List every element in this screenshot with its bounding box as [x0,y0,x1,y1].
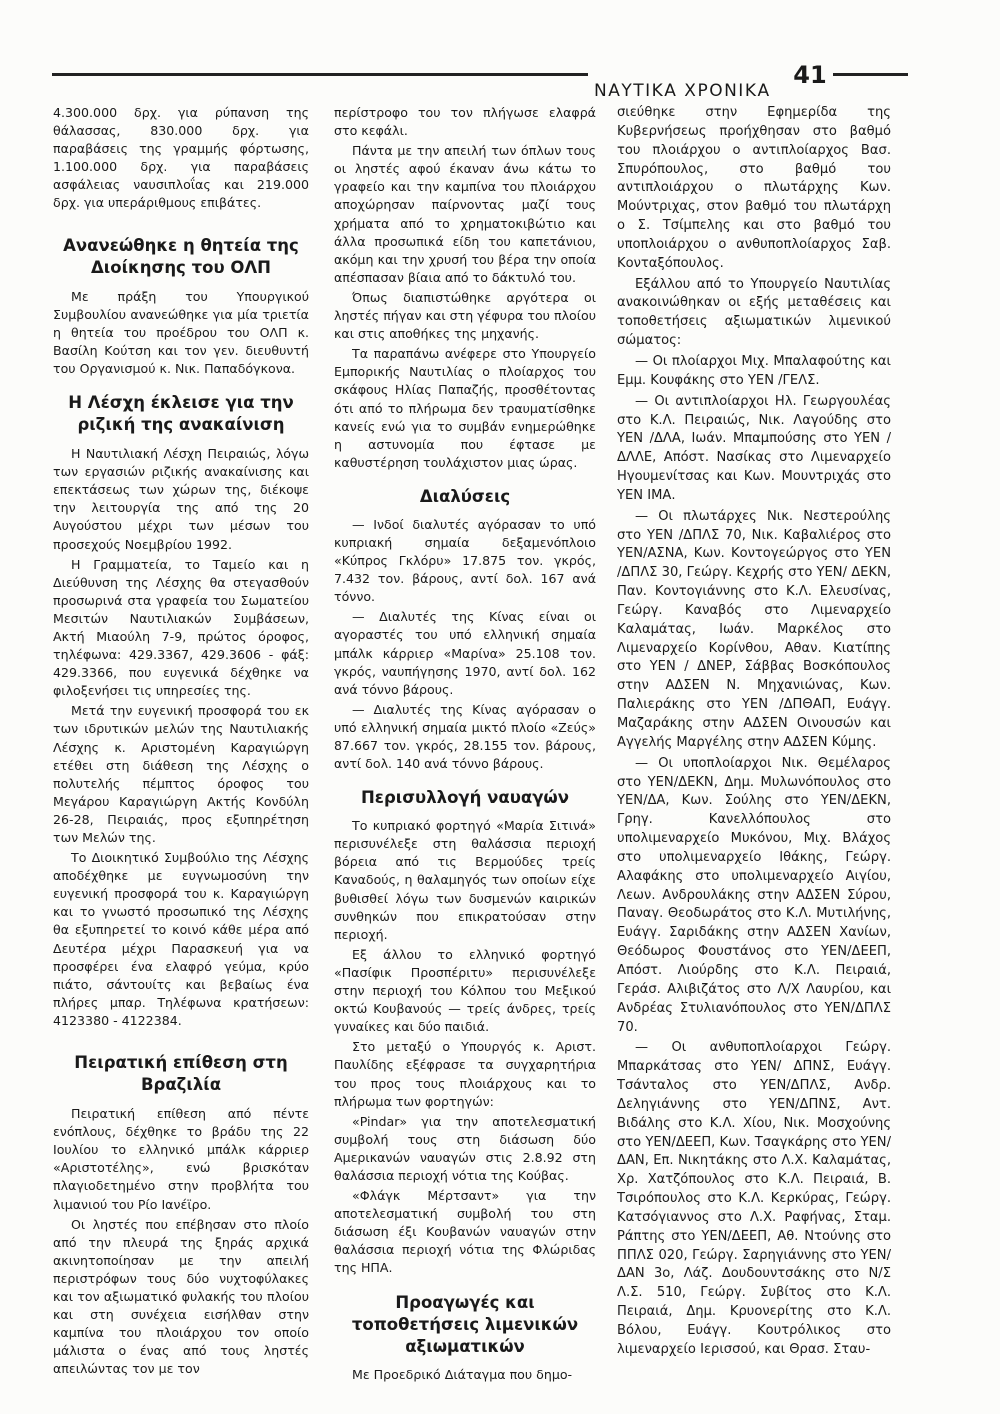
article-heading: Ανανεώθηκε η θητεία της Διοίκησης του ΟΛΠ [63,235,299,277]
article-heading: Περισυλλογή ναυαγών [360,788,570,808]
header-rule-right [833,73,908,76]
paragraph: — Διαλυτές της Κίνας αγόρασαν ο υπό ελληνική σημαία μικτό πλοίο «Ζεύς» 87.667 τον. γκρός, 28.155 τον. βάρους, αντί δολ. 140 ανά τόννο βάρους. [334,701,596,772]
paragraph: Πειρατική επίθεση από πέντε ενόπλους, δέχθηκε το βράδυ της 22 Ιουλίου το ελληνικό μπάλκ κάρριερ «Αριστοτέλης», ενώ βρισκόταν πλαγιοδετημένο στην προβλήτα του λιμανιού του Ρίο Ιανέϊρο. [53,1106,309,1212]
paragraph: — Οι αντιπλοίαρχοι Ηλ. Γεωργουλέας στο Κ.Λ. Πειραιώς, Νικ. Λαγούδης στο ΥΕΝ /ΔΛΑ, Ιωάν. Μπαμπούσης στο ΥΕΝ /ΔΛΛΕ, Απόστ. Νασίκας στο Λιμεναρχείο Ηγουμενίτσας και Κων. Μουντριχάς στο ΥΕΝ ΙΜΑ. [617,393,891,503]
paragraph: Το Διοικητικό Συμβούλιο της Λέσχης αποδέχθηκε με ευγνωμοσύνη την ευγενική προσφορά του κ. Καραγιώργη και το γνωστό προσωπικό της Λέσχης θα εξυπηρετεί το κοινό κάθε μέρα από Δευτέρα μέχρι Παρασκευή για να προσφέρει ένα ελαφρό γεύμα, κρύο πιάτο, σάντουίτς και βεβαίως ένα πλήρες μπαρ. Τηλέφωνα κρατήσεων: 4123380 - 4122384. [53,850,309,1028]
paragraph: Η Γραμματεία, το Ταμείο και η Διεύθυνση της Λέσχης θα στεγασθούν προσωρινά στα γραφεία του Σωματείου Μεσιτών Ναυτιλιακών Συμβάσεων, Ακτή Μιαούλη 7-9, πρώτος όροφος, τηλέφωνα: 429.3367, 429.3606 - φάξ: 429.3366, που ευγενικά δέχθηκε να φιλοξενήσει τις υπηρεσίες της. [53,556,309,699]
paragraph: περίστροφο του τον πλήγωσε ελαφρά στο κεφάλι. [334,105,596,139]
column-1 [53,104,309,1380]
article-heading: Πειρατική επίθεση στη Βραζιλία [74,1053,288,1095]
column-2 [334,104,596,1386]
paragraph: — Ινδοί διαλυτές αγόρασαν το υπό κυπριακή σημαία δεξαμενόπλοιο «Κύπρος Γκλόρυ» 17.875 τον. γκρός, 7.432 τον. βάρους, αντί δολ. 167 ανά τόννο. [334,516,596,605]
paragraph: «Φλάγκ Μέρτσαντ» για την αποτελεσματική συμβολή του στη διάσωση έξι Κουβανών ναυαγών στην θαλάσσια περιοχή νότια της Φλώριδας της ΗΠΑ. [334,1188,596,1276]
paragraph: Όπως διαπιστώθηκε αργότερα οι ληστές πήγαν και στη γέφυρα του πλοίου και στις αποθήκες της μηχανής. [334,289,596,342]
paragraph: Οι ληστές που επέβησαν στο πλοίο από την πλευρά της ξηράς αρχικά ακινητοποίησαν με την απειλή περιστρόφων τους δύο νυχτοφύλακες και τον αξιωματικό φυλακής του πλοίου και στη συνέχεια εισήλθαν στην καμπίνα του πλοιάρχου τον οποίο μάλιστα ο ένας από τους ληστές απειλώντας τον με τον [53,1216,309,1377]
paragraph: σιεύθηκε στην Εφημερίδα της Κυβερνήσεως προήχθησαν στο βαθμό του πλοιάρχου ο αντιπλοίαρχος Βασ. Σπυρόπουλος, στο βαθμό του αντιπλοιάρχου ο πλωτάρχης Κων. Μούντριχας, στον βαθμό του πλωτάρχη ο Σ. Τσίμπελης και στο βαθμό του υποπλοιάρχου ο ανθυποπλοίαρχος Σαβ. Κονταξόπουλος. [617,105,891,271]
article-heading: Η Λέσχη έκλεισε για την ριζική της ανακαίνιση [68,393,294,435]
paragraph: Με Προεδρικό Διάταγμα που δημο- [352,1366,573,1382]
page-number: 41 [793,61,827,89]
paragraph: Εξάλλου από το Υπουργείο Ναυτιλίας ανακοινώθηκαν οι εξής μεταθέσεις και τοποθετήσεις αξιωματικών λιμενικού σώματος: [617,276,891,349]
paragraph: Στο μεταξύ ο Υπουργός κ. Αριστ. Παυλίδης εξέφρασε τα συγχαρητήρια του προς τους πλοιάρχους και το πλήρωμα των φορτηγών: [334,1039,596,1109]
header-rule-left [52,73,588,76]
magazine-title: ΝΑΥΤΙΚΑ ΧΡΟΝΙΚΑ [594,81,771,101]
paragraph: Με πράξη του Υπουργικού Συμβουλίου ανανεώθηκε για μία τριετία η θητεία του προέδρου του ΟΛΠ κ. Βασίλη Κούτση και τον γεν. διευθυντή του Οργανισμού κ. Νικ. Παπαδόγκονα. [53,288,309,376]
paragraph: Μετά την ευγενική προσφορά του εκ των ιδρυτικών μελών της Ναυτιλιακής Λέσχης κ. Αριστομένη Καραγιώργη ετέθει στη διάθεση της Λέσχης ο πολυτελής πέμπτος όροφος του Μεγάρου Καραγιώργη Ακτής Κονδύλη 26-28, Πειραιάς, προς εξυπηρέτηση των Μελών της. [53,703,309,845]
paragraph: Πάντα με την απειλή των όπλων τους οι ληστές αφού έκαναν άνω κάτω το γραφείο και την καμπίνα του πλοιάρχου αποχώρησαν παίρνοντας μαζί τους χρήματα από το χρηματοκιβώτιο και άλλα προσωπικά είδη του καπετάνιου, ακόμη και την χρυσή του βέρα την οποία απέσπασαν βίαια από το δάκτυλό του. [334,143,596,285]
paragraph: — Οι πλωτάρχες Νικ. Νεστερούλης στο ΥΕΝ /ΔΠΛΣ 70, Νικ. Καβαλιέρος στο ΥΕΝ/ΑΣΝΑ, Κων. Κοντογεώργος στο ΥΕΝ /ΔΠΛΣ 30, Γεώργ. Κεχρής στο ΥΕΝ/ ΔΕΚΝ, Παν. Κοντογιάννης στο Κ.Λ. Ελευσίνας, Γεώργ. Καναβός στο Λιμεναρχείο Καλαμάτας, Ιωάν. Μαρκέλος στο Λιμεναρχείο Κορίνθου, Αθαν. Κιατίπης στο ΥΕΝ / ΔΝΕΡ, Σάββας Βοσκόπουλος στην ΑΔΣΕΝ Ν. Μηχανιώνας, Κων. Παλιεράκης στο ΥΕΝ /ΔΠΘΑΠ, Ευάγγ. Μαζαράκης στην ΑΔΣΕΝ Οινουσών και Αγγελής Μαργέλης στην ΑΔΣΕΝ Κύμης. [617,508,891,750]
paragraph: — Διαλυτές της Κίνας είναι οι αγοραστές του υπό ελληνική σημαία μπάλκ κάρριερ «Μαρίνα» 25.108 τον. γκρός, ναυπήγησης 1970, αντί δολ. 162 ανά τόννο βάρους. [334,609,596,697]
paragraph: — Οι υποπλοίαρχοι Νικ. Θεμέλαρος στο ΥΕΝ/ΔΕΚΝ, Δημ. Μυλωνόπουλος στο ΥΕΝ/ΔΑ, Κων. Σούλης στο ΥΕΝ/ΔΕΚΝ, Γρηγ. Κανελλόπουλος στο υπολιμεναρχείο Μυκόνου, Μιχ. Βλάχος στο υπολιμεναρχείο Ιθάκης, Γεώργ. Αλαφάκης στο υπολιμεναρχείο Αιγίου, Λεων. Ανδρουλάκης στην ΑΔΣΕΝ Σύρου, Παναγ. Θεοδωράτος στο Κ.Λ. Μυτιλήνης, Ευάγγ. Σαριδάκης στην ΑΔΣΕΝ Χανίων, Θεόδωρος Φουστάνος στο ΥΕΝ/ΔΕΕΠ, Απόστ. Λιούρδης στο Κ.Λ. Πειραιά, Γεράσ. Αλιβιζάτος στο Λ/Χ Λαυρίου, και Ανδρέας Στυλιανόπουλος στο ΥΕΝ/ΔΠΛΣ 70. [617,755,891,1035]
paragraph: — Οι ανθυποπλοίαρχοι Γεώργ. Μπαρκάτσας στο ΥΕΝ/ ΔΠΝΣ, Ευάγγ. Τσάνταλος στο ΥΕΝ/ΔΠΛΣ, Ανδρ. Δεληγιάννης στο ΥΕΝ/ΔΠΝΣ, Αντ. Βιδάλης στο Κ.Λ. Χίου, Νικ. Μοσχούνης στο ΥΕΝ/ΔΕΕΠ, Κων. Τσαγκάρης στο ΥΕΝ/ΔΑΝ, Επ. Νικητάκης στο Λ.Χ. Καλαμάτας, Χρ. Χατζόπουλος στο Κ.Λ. Πειραιά, Β. Τσιρόπουλος στο Κ.Λ. Κερκύρας, Γεώργ. Κατσόγιαννος στο Λ.Χ. Ραφήνας, Σταμ. Ράπτης στο ΥΕΝ/ΔΕΕΠ, Αθ. Ντούνης στο ΠΠΛΣ 020, Γεώργ. Σαρηγιάννης στο ΥΕΝ/ΔΑΝ 3ο, Λάζ. Δουδουντσάκης στο Ν/Σ Λ.Σ. 510, Γεώργ. Συβίτος στο Κ.Λ. Πειραιά, Δημ. Κρυονερίτης στο Κ.Λ. Βόλου, Ευάγγ. Κουτρόλικος στο λιμεναρχείο Ιερισσού, και Θρασ. Σταυ- [617,1040,892,1357]
article-heading: Προαγωγές και τοποθετήσεις λιμενικών αξιωματικών [351,1292,579,1356]
paragraph: 4.300.000 δρχ. για ρύπανση της θάλασσας, 830.000 δρχ. για παραβάσεις της γραμμής φόρτωσης, 1.100.000 δρχ. για παραβάσεις ασφάλειας ναυσιπλοΐας και 219.000 δρχ. για υπεράριθμους επιβάτες. [53,105,309,211]
paragraph: Το κυπριακό φορτηγό «Μαρία Σιτινά» περισυνέλεξε στη θαλάσσια περιοχή βόρεια από τις Βερμούδες τρείς Καναδούς, η θαλαμηγός των οποίων είχε βυθισθεί λόγω των δυσμενών καιρικών συνθηκών που επικρατούσαν στην περιοχή. [334,818,596,942]
paragraph: Η Ναυτιλιακή Λέσχη Πειραιώς, λόγω των εργασιών ριζικής ανακαίνισης και επεκτάσεως των χώρων της, διέκοψε την λειτουργία της από της 20 Αυγούστου μέχρι των μέσων του προσεχούς Νοεμβρίου 1992. [53,446,309,552]
article-heading: Διαλύσεις [419,486,511,506]
paragraph: Τα παραπάνω ανέφερε στο Υπουργείο Εμπορικής Ναυτιλίας ο πλοίαρχος του σκάφους Ηλίας Παπαζής, προσθέτοντας ότι από το πλήρωμα δεν τραυματίσθηκε κανείς ενώ για το συμβάν ενημερώθηκε η αστυνομία που έφτασε με καθυστέρηση τουλάχιστον μιας ώρας. [334,346,596,470]
column-3 [617,104,891,1362]
paragraph: Εξ άλλου το ελληνικό φορτηγό «Πασίφικ Προσπέριτυ» περισυνέλεξε στην περιοχή του Κόλπου του Μεξικού οκτώ Κουβανούς — τρείς άνδρες, τρείς γυναίκες και δύο παιδιά. [334,946,596,1035]
paragraph: — Οι πλοίαρχοι Μιχ. Μπαλαφούτης και Εμμ. Κουφάκης στο ΥΕΝ /ΓΕΛΣ. [617,353,891,388]
paragraph: «Pindar» για την αποτελεσματική συμβολή τους στη διάσωση δύο Αμερικανών ναυαγών στις 2.8.92 στη θαλάσσια περιοχή νότια της Κούβας. [334,1113,596,1183]
